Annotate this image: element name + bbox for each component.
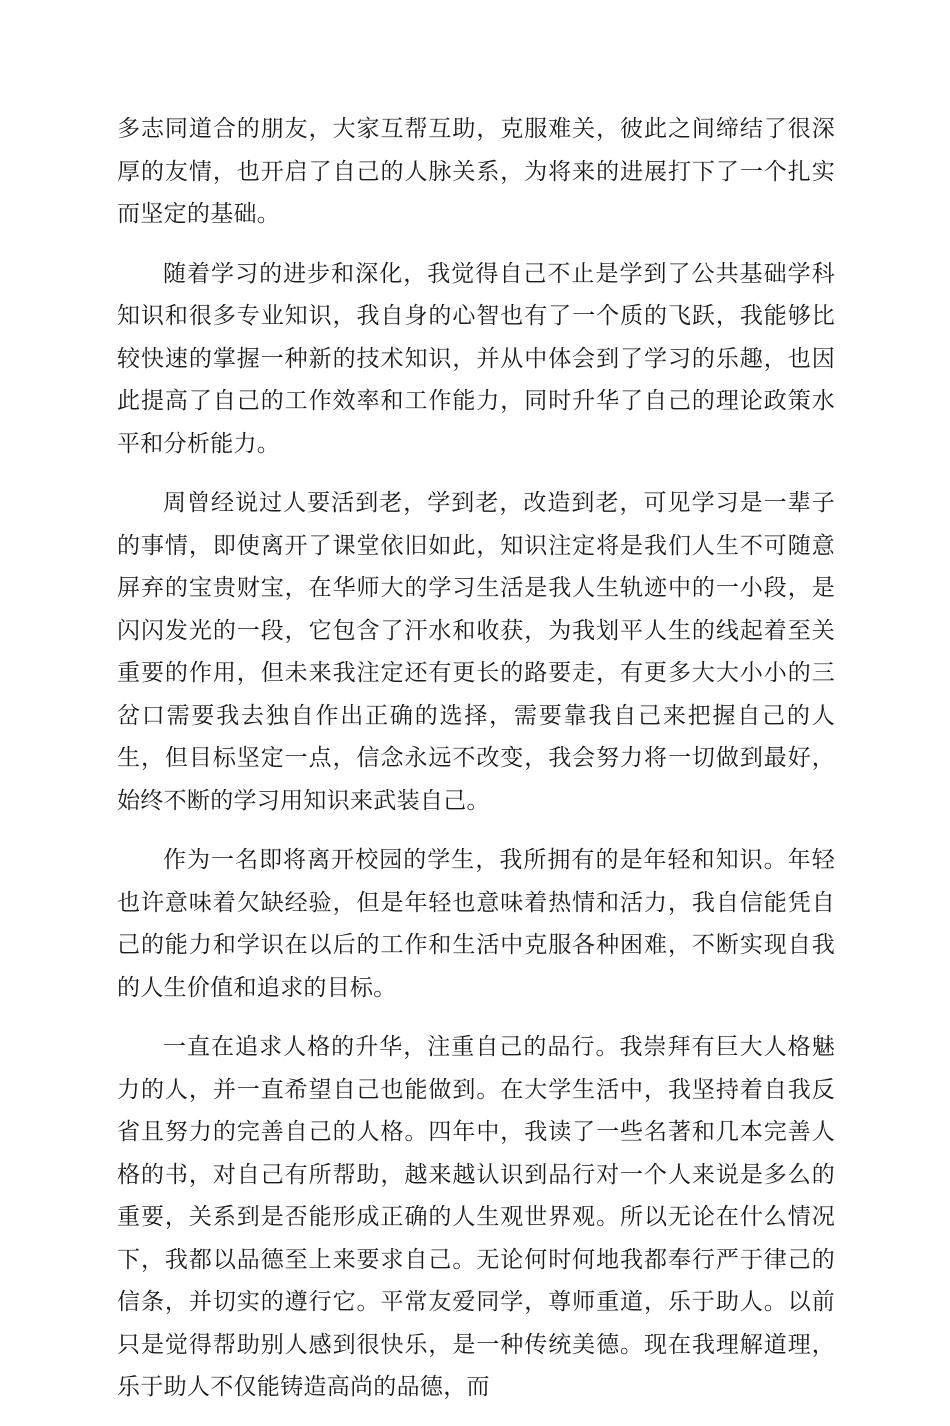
paragraph-character: 一直在追求人格的升华，注重自己的品行。我崇拜有巨大人格魅力的人，并一直希望自己也能做到。在大学生活中，我坚持着自我反省且努力的完善自己的人格。四年中，我读了一些名著和几本完善人格的书，对自己有所帮助，越来越认识到品行对一个人来说是多么的重要，关系到是否能形成正确的人生观世界观。所以无论在什么情况下，我都以品德至上来要求自己。无论何时何地我都奉行严于律己的信条，并切实的遵行它。平常友爱同学，尊师重道，乐于助人。以前只是觉得帮助别人感到很快乐，是一种传统美德。现在我理解道理，乐于助人不仅能铸造高尚的品德，而 xyxy=(117,1034,835,1400)
document-body xyxy=(117,108,835,1426)
paragraph-continuation: 多志同道合的朋友，大家互帮互助，克服难关，彼此之间缔结了很深厚的友情，也开启了自己的人脉关系，为将来的进展打下了一个扎实而坚定的基础。 xyxy=(117,116,835,227)
paragraph-youth-and-knowledge: 作为一名即将离开校园的学生，我所拥有的是年轻和知识。年轻也许意味着欠缺经验，但是年轻也意味着热情和活力，我自信能凭自己的能力和学识在以后的工作和生活中克服各种困难，不断实现自我的人生价值和追求的目标。 xyxy=(117,847,835,1001)
paragraph-lifelong-learning: 周曾经说过人要活到老，学到老，改造到老，可见学习是一辈子的事情，即使离开了课堂依旧如此，知识注定将是我们人生不可随意屏弃的宝贵财宝，在华师大的学习生活是我人生轨迹中的一小段，是闪闪发光的一段，它包含了汗水和收获，为我划平人生的线起着至关重要的作用，但未来我注定还有更长的路要走，有更多大大小小的三岔口需要我去独自作出正确的选择，需要靠我自己来把握自己的人生，但目标坚定一点，信念永远不改变，我会努力将一切做到最好，始终不断的学习用知识来武装自己。 xyxy=(117,490,835,814)
paragraph-learning-progress: 随着学习的进步和深化，我觉得自己不止是学到了公共基础学科知识和很多专业知识，我自身的心智也有了一个质的飞跃，我能够比较快速的掌握一种新的技术知识，并从中体会到了学习的乐趣，也因此提高了自己的工作效率和工作能力，同时升华了自己的理论政策水平和分析能力。 xyxy=(117,260,835,457)
